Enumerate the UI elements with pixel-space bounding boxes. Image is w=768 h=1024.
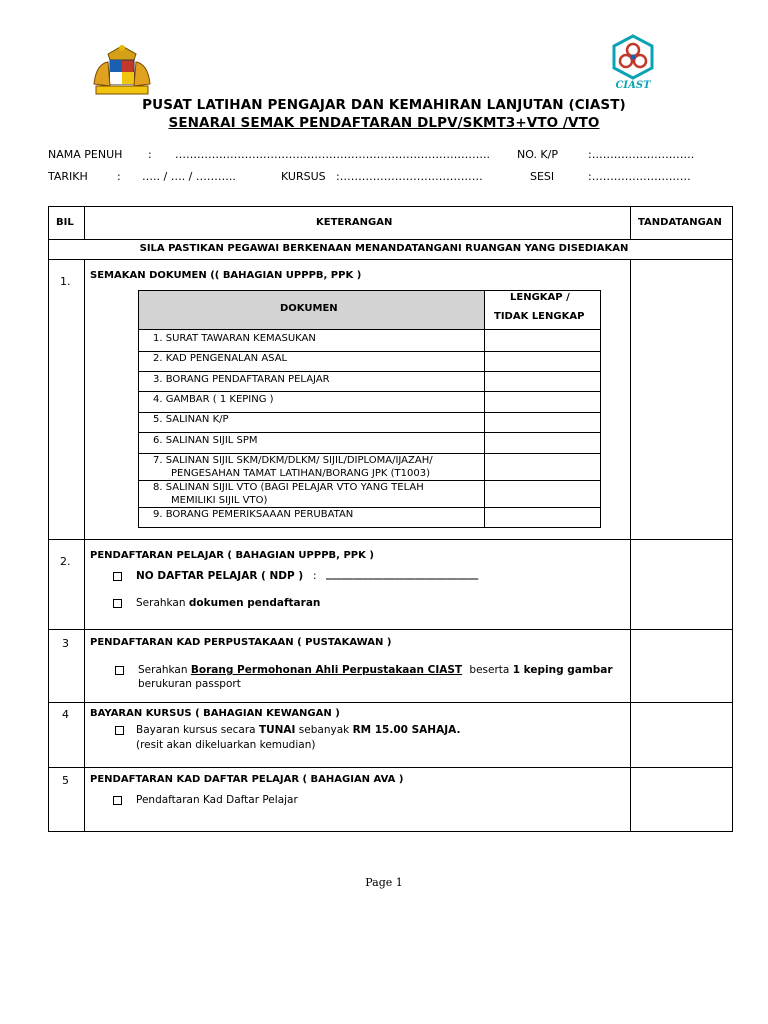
notice-row: SILA PASTIKAN PEGAWAI BERKENAAN MENANDATANGANI RUANGAN YANG DISEDIAKAN xyxy=(139,243,629,254)
document-item: 1. SURAT TAWARAN KEMASUKAN xyxy=(153,333,316,344)
divider xyxy=(138,371,601,372)
col-bil: BIL xyxy=(56,217,74,228)
divider xyxy=(138,412,601,413)
section-title: BAYARAN KURSUS ( BAHAGIAN KEWANGAN ) xyxy=(90,708,340,719)
nokp-label: NO. K/P xyxy=(517,148,558,161)
perpustakaan-text xyxy=(138,664,613,676)
divider xyxy=(48,702,733,703)
divider xyxy=(138,329,601,330)
section-title: SEMAKAN DOKUMEN (( BAHAGIAN UPPPB, PPK ) xyxy=(90,270,362,281)
tarikh-label: TARIKH xyxy=(48,170,88,183)
bayaran-label: Bayaran kursus secara xyxy=(136,724,256,736)
malaysia-coat-of-arms-logo xyxy=(86,40,158,98)
divider xyxy=(48,629,733,630)
bayaran-text xyxy=(136,724,460,736)
section-title: PENDAFTARAN PELAJAR ( BAHAGIAN UPPPB, PPK ) xyxy=(90,550,374,561)
document-item: 8. SALINAN SIJIL VTO (BAGI PELAJAR VTO YANG TELAH xyxy=(153,482,424,493)
ndp-label: NO DAFTAR PELAJAR ( NDP ) xyxy=(136,570,304,582)
kad-daftar-text: Pendaftaran Kad Daftar Pelajar xyxy=(136,794,298,806)
page-title: PUSAT LATIHAN PENGAJAR DAN KEMAHIRAN LANJUTAN (CIAST) xyxy=(142,97,626,113)
section-title: PENDAFTARAN KAD PERPUSTAKAAN ( PUSTAKAWAN ) xyxy=(90,637,392,648)
serahkan-label: Serahkan xyxy=(138,664,188,676)
nokp-field[interactable]: :………………………. xyxy=(588,148,695,161)
tarikh-field[interactable]: ….. / …. / ……….. xyxy=(142,170,236,183)
divider xyxy=(48,539,733,540)
gambar-label: 1 keping gambar xyxy=(512,664,613,676)
divider xyxy=(484,290,485,528)
document-item: 5. SALINAN K/P xyxy=(153,414,229,425)
ndp-checkbox[interactable] xyxy=(113,572,122,581)
section-number: 2. xyxy=(60,555,71,568)
bayaran-checkbox[interactable] xyxy=(115,726,124,735)
col-dokumen: DOKUMEN xyxy=(280,303,338,314)
col-tandatangan: TANDATANGAN xyxy=(638,217,722,228)
divider xyxy=(630,206,631,239)
divider xyxy=(138,453,601,454)
perpustakaan-checkbox[interactable] xyxy=(115,666,124,675)
tarikh-colon: : xyxy=(117,170,121,183)
serahkan-text xyxy=(136,597,320,609)
divider xyxy=(84,259,85,832)
section-number: 5 xyxy=(62,774,69,787)
sesi-label: SESI xyxy=(530,170,555,183)
kad-daftar-checkbox[interactable] xyxy=(113,796,122,805)
passport-text: berukuran passport xyxy=(138,678,241,690)
resit-note: (resit akan dikeluarkan kemudian) xyxy=(136,739,316,751)
document-item: 2. KAD PENGENALAN ASAL xyxy=(153,353,288,364)
kursus-field[interactable]: :………………………………… xyxy=(336,170,483,183)
divider xyxy=(138,391,601,392)
page-subtitle: SENARAI SEMAK PENDAFTARAN DLPV/SKMT3+VTO /VTO xyxy=(168,115,600,131)
divider xyxy=(630,259,631,832)
section-title: PENDAFTARAN KAD DAFTAR PELAJAR ( BAHAGIAN AVA ) xyxy=(90,774,404,785)
col-keterangan: KETERANGAN xyxy=(316,217,393,228)
ndp-colon: : xyxy=(313,570,317,582)
section-number: 1. xyxy=(60,275,71,288)
divider xyxy=(138,351,601,352)
document-item: 7. SALINAN SIJIL SKM/DKM/DLKM/ SIJIL/DIPLOMA/IJAZAH/ xyxy=(153,455,433,466)
document-item: PENGESAHAN TAMAT LATIHAN/BORANG JPK (T1003) xyxy=(171,468,430,479)
divider xyxy=(138,507,601,508)
sebanyak-label: sebanyak xyxy=(298,724,350,736)
nama-label: NAMA PENUH xyxy=(48,148,123,161)
divider xyxy=(138,480,601,481)
serahkan-label: Serahkan xyxy=(136,597,186,609)
tunai-label: TUNAI xyxy=(258,724,296,736)
nama-colon: : xyxy=(148,148,152,161)
document-item: 6. SALINAN SIJIL SPM xyxy=(153,435,258,446)
document-item: 3. BORANG PENDAFTARAN PELAJAR xyxy=(153,374,330,385)
section-number: 4 xyxy=(62,708,69,721)
col-status: TIDAK LENGKAP xyxy=(494,311,585,322)
col-status: LENGKAP / xyxy=(510,292,570,303)
document-item: 9. BORANG PEMERIKSAAAN PERUBATAN xyxy=(153,509,354,520)
divider xyxy=(48,239,733,240)
section-number: 3 xyxy=(62,637,69,650)
document-item: 4. GAMBAR ( 1 KEPING ) xyxy=(153,394,274,405)
amount-label: RM 15.00 SAHAJA. xyxy=(352,724,461,736)
sesi-field[interactable]: :……………………… xyxy=(588,170,691,183)
beserta-label: beserta xyxy=(469,664,510,676)
dokumen-pendaftaran: dokumen pendaftaran xyxy=(188,597,321,609)
nama-field[interactable]: ………………………………………………………………………….. xyxy=(175,148,490,161)
divider xyxy=(48,767,733,768)
ndp-input[interactable]: _____________________________ xyxy=(326,568,479,580)
divider xyxy=(48,259,733,260)
ciast-logo-text: CIAST xyxy=(615,80,651,91)
kursus-label: KURSUS xyxy=(281,170,326,183)
document-item: MEMILIKI SIJIL VTO) xyxy=(171,495,268,506)
divider xyxy=(84,206,85,239)
borang-link: Borang Permohonan Ahli Perpustakaan CIAST xyxy=(190,664,463,676)
serahkan-checkbox[interactable] xyxy=(113,599,122,608)
divider xyxy=(138,432,601,433)
page-number: Page 1 xyxy=(365,876,403,889)
